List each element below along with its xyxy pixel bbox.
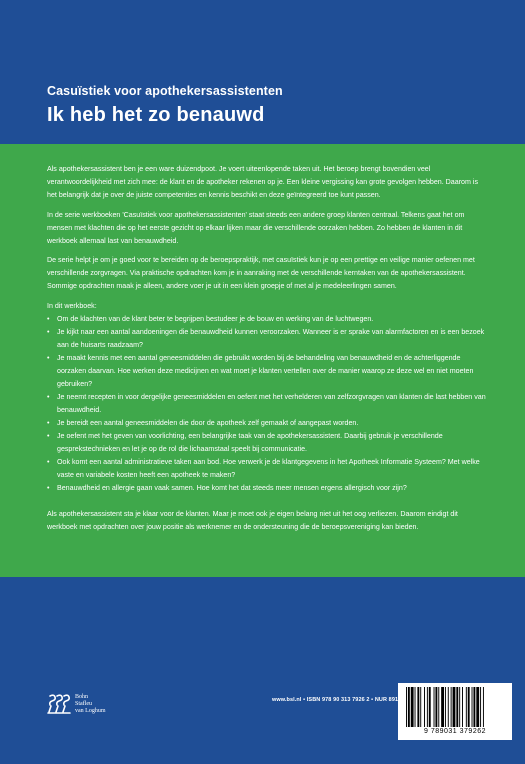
barcode-bar [427,687,428,727]
barcode-bar [480,687,481,727]
barcode-bars [398,683,512,729]
isbn-line: www.bsl.nl • ISBN 978 90 313 7926 2 • NUR 891 [272,697,399,703]
paragraph-practice: De serie helpt je om je goed voor te bereiden op de beroepspraktijk, met casuïstiek kun je op een prettige en veilige manier oefenen met verschillende zorgvragen. Via praktische opdrachten kom je in aanraking met de verschillende kerntaken van de apothekersassistent. Sommige opdrachten maak je alleen, andere voer je uit in een klein groepje of met al je medeleerlingen samen. [47,256,475,290]
barcode-bar [466,687,467,727]
barcode-bar [424,687,425,727]
list-title: In dit werkboek: [47,301,97,310]
barcode-bar [456,687,458,727]
list-item: • Je maakt kennis met een aantal geneesmiddelen die gebruikt worden bij de behandeling van benauwdheid en de achterliggende oorzaken daarvan. Hoe werken deze medicijnen en wat moet je klanten vertellen over de manier waarop ze deze wel en niet moeten gebruiken? [47,352,487,391]
list-item: • Je bereidt een aantal geneesmiddelen die door de apotheek zelf gemaakt of aangepast worden. [47,417,487,430]
barcode [398,683,512,740]
barcode-bar [445,687,446,727]
list-item: • Benauwdheid en allergie gaan vaak samen. Hoe komt het dat steeds meer mensen ergens allergisch voor zijn? [47,482,487,495]
barcode-bar [429,687,431,727]
barcode-bar [435,687,437,727]
list-item: • Je kijkt naar een aantal aandoeningen die benauwdheid kunnen veroorzaken. Wanneer is er sprake van alarmfactoren en is een bezoek aan de huisarts raadzaam? [47,326,487,352]
barcode-bar [441,687,444,727]
barcode-bar [476,687,479,727]
description-text [47,163,487,540]
contents-list [47,313,487,495]
barcode-bar [451,687,452,727]
barcode-bar [411,687,414,727]
barcode-bar [462,687,463,727]
paragraph-closing: Als apothekersassistent sta je klaar voor de klanten. Maar je moet ook je eigen belang niet uit het oog verliezen. Daarom eindigt dit werkboek met opdrachten over jouw positie als werknemer en de ondersteuning die de beroepsvereniging kan bieden. [47,509,458,531]
barcode-bar [415,687,416,727]
barcode-bar [453,687,456,727]
barcode-digits: 9 789031 379262 [424,728,486,735]
barcode-bar [459,687,460,727]
publisher-logo [47,693,106,715]
barcode-bar [408,687,410,727]
barcode-bar [406,687,407,727]
barcode-bar [420,687,421,727]
barcode-bar [468,687,470,727]
barcode-bar [472,687,473,727]
barcode-bar [448,687,449,727]
book-title: Ik heb het zo benauwd [47,104,265,126]
list-item: • Je oefent met het geven van voorlichting, een belangrijke taak van de apothekersassistent. Daarbij gebruik je verschillende gesprekstechnieken en let je op de rol die lichaamstaal speelt bij communicatie. [47,430,487,456]
barcode-bar [438,687,439,727]
series-title: Casuïstiek voor apothekersassistenten [47,84,283,98]
list-item: • Ook komt een aantal administratieve taken aan bod. Hoe verwerk je de klantgegevens in het Apotheek Informatie Systeem? Met welke vaste en variabele kosten heeft een apotheek te maken? [47,456,487,482]
paragraph-intro: Als apothekersassistent ben je een ware duizendpoot. Je voert uiteenlopende taken uit. Het beroep brengt bovendien veel verantwoordelijkheid met zich mee: de klant en de apotheker rekenen op je. Een kleine vergissing kan grote gevolgen hebben. Daarom is het belangrijk dat je over de juiste competenties en kennis beschikt en deze geïntegreerd toe kunt passen. [47,165,479,199]
list-item: • Je neemt recepten in voor dergelijke geneesmiddelen en oefent met het verhelderen van zelfzorgvragen van klanten die last hebben van benauwdheid. [47,391,487,417]
barcode-bar [417,687,419,727]
list-item: • Om de klachten van de klant beter te begrijpen bestudeer je de bouw en werking van de luchtwegen. [47,313,487,326]
barcode-bar [483,687,484,727]
barcode-bar [473,687,475,727]
paragraph-series: In de serie werkboeken 'Casuïstiek voor apothekersassistenten' staat steeds een andere groep klanten centraal. Telkens gaat het om mensen met klachten die op het eerste gezicht op elkaar lijken maar die verschillende oorzaken hebben. Zo hebben de klanten in dit werkboek allemaal last van benauwdheid. [47,210,465,245]
publisher-name: Bohn Stafleu van Loghum [75,693,106,714]
barcode-bar [434,687,435,727]
publisher-mark-icon [47,693,71,715]
